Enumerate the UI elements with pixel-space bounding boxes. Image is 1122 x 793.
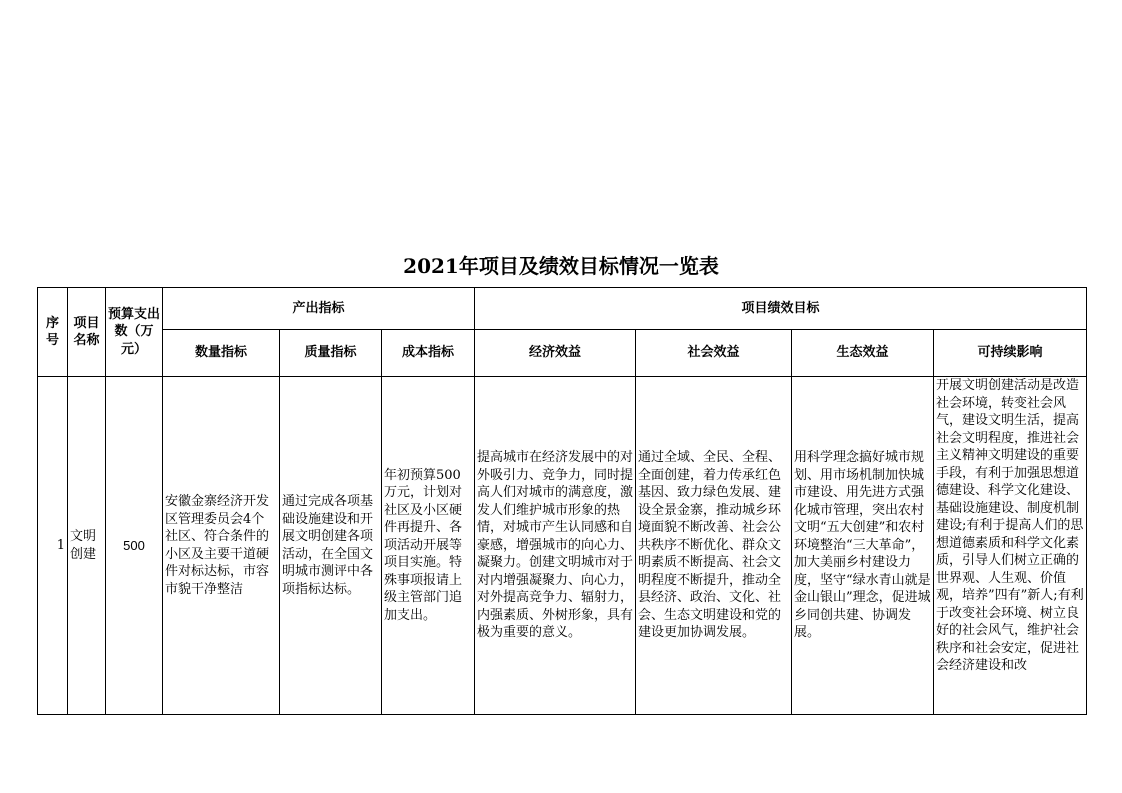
header-economic: 经济效益 xyxy=(475,330,636,377)
page-title: 2021年项目及绩效目标情况一览表 xyxy=(403,254,719,278)
row-sustainable: 开展文明创建活动是改造社会环境，转变社会风气，建设文明生活，提高社会文明程度，推进社会主义精神文明建设的重要手段，有利于加强思想道德建设、科学文化建设、基础设施建设、制度机制建设;有利于提高人们的思想道德素质和科学文化素质，引导人们树立正确的世界观、人生观、价值观，培养”四有”新人;有利于改变社会环境、树立良好的社会风气，维护社会秩序和社会安定，促进社会经济建设和改 xyxy=(936,378,1084,673)
header-cost: 成本指标 xyxy=(382,330,475,377)
row-budget: 500 xyxy=(106,377,163,715)
header-output-indicators: 产出指标 xyxy=(163,288,475,330)
header-project-name: 项目名称 xyxy=(68,288,106,377)
header-seq: 序号 xyxy=(38,288,68,377)
header-performance-goals: 项目绩效目标 xyxy=(475,288,1087,330)
header-budget: 预算支出数（万元） xyxy=(106,288,163,377)
row-ecological: 用科学理念搞好城市规划、用市场机制加快城市建设、用先进方式强化城市管理，突出农村文明“五大创建”和农村环境整治“三大革命”，加大美丽乡村建设力度，坚守“绿水青山就是金山银山”理念，促进城乡同创共建、协调发展。 xyxy=(792,377,934,715)
header-social: 社会效益 xyxy=(636,330,792,377)
row-seq: 1 xyxy=(38,377,68,715)
header-sustainable: 可持续影响 xyxy=(934,330,1087,377)
row-cost: 年初预算500万元，计划对社区及小区硬件再提升、各项活动开展等项目实施。特殊事项报请上级主管部门追加支出。 xyxy=(382,377,475,715)
header-quantity: 数量指标 xyxy=(163,330,280,377)
row-social: 通过全域、全民、全程、全面创建，着力传承红色基因、致力绿色发展、建设全景金寨，推动城乡环境面貌不断改善、社会公共秩序不断优化、群众文明素质不断提高、社会文明程度不断提升，推动全县经济、政治、文化、社会、生态文明建设和党的建设更加协调发展。 xyxy=(636,377,792,715)
row-quality: 通过完成各项基础设施建设和开展文明创建各项活动，在全国文明城市测评中各项指标达标。 xyxy=(280,377,382,715)
header-ecological: 生态效益 xyxy=(792,330,934,377)
row-project-name: 文明创建 xyxy=(68,377,106,715)
row-sustainable-cell xyxy=(934,377,1087,715)
row-economic: 提高城市在经济发展中的对外吸引力、竞争力，同时提高人们对城市的满意度，激发人们维护城市形象的热情，对城市产生认同感和自豪感，增强城市的向心力、凝聚力。创建文明城市对于对内增强凝聚力、向心力，对外提高竞争力、辐射力，内强素质、外树形象，具有极为重要的意义。 xyxy=(475,377,636,715)
table-row xyxy=(38,377,1087,715)
header-quality: 质量指标 xyxy=(280,330,382,377)
performance-table xyxy=(37,287,1087,715)
row-quantity: 安徽金寨经济开发区管理委员会4个社区、符合条件的小区及主要干道硬件对标达标，市容市貌干净整洁 xyxy=(163,377,280,715)
